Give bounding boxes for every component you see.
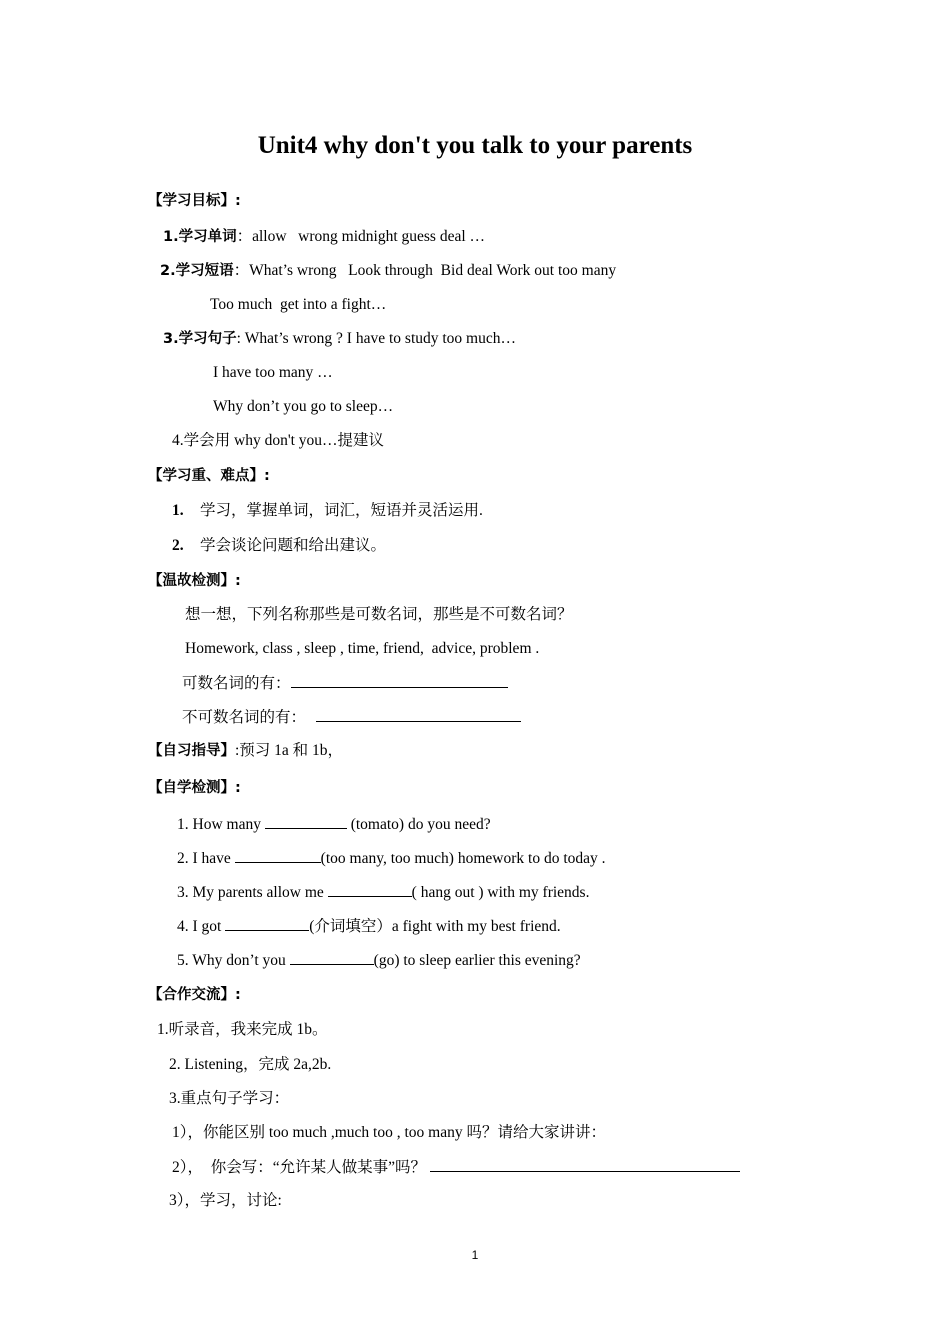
self-test-suffix: (too many, too much) homework to do today .: [320, 850, 606, 867]
self-test-suffix: (tomato) do you need?: [346, 816, 491, 833]
review-heading: 【温故检测】:: [148, 573, 241, 589]
uncountable-answer-blank[interactable]: [316, 707, 521, 722]
cooperation-item-2: 2. Listening，完成 2a,2b.: [169, 1056, 332, 1073]
cooperation-sub-2-text: 2）， 你会写：“允许某人做某事”吗？: [172, 1159, 430, 1176]
cooperation-sub-2: [172, 1157, 740, 1178]
self-test-prefix: 2. I have: [177, 850, 235, 867]
countable-answer-blank[interactable]: [291, 673, 508, 688]
self-test-item: [177, 848, 606, 869]
goals-sentence-2: I have too many …: [213, 364, 333, 381]
self-test-suffix: ( hang out ) with my friends.: [411, 884, 590, 901]
answer-blank[interactable]: [235, 848, 321, 863]
self-test-item: [177, 814, 491, 835]
goals-words-text: ：allow wrong midnight guess deal …: [236, 228, 486, 245]
key-point-item: [172, 501, 483, 521]
review-words: Homework, class , sleep , time, friend, advice, problem .: [185, 640, 540, 657]
uncountable-label: 不可数名词的有：: [182, 709, 307, 726]
answer-blank[interactable]: [430, 1157, 740, 1172]
goals-heading: 【学习目标】:: [148, 193, 241, 209]
guide-text: :预习 1a 和 1b，: [235, 742, 344, 759]
goals-sentences-label: 3.学习句子: [163, 331, 237, 347]
self-test-item: [177, 916, 561, 937]
goals-item-4: 4.学会用 why don't you…提建议: [172, 432, 385, 449]
key-point-number: 2.: [172, 537, 184, 554]
cooperation-sub-1: 1），你能区别 too much ,much too , too many 吗？请给大家讲讲：: [172, 1124, 606, 1141]
goals-phrases-label: 2.学习短语: [160, 263, 234, 279]
goals-sentences-text: : What’s wrong ? I have to study too much…: [236, 330, 516, 347]
page-title: Unit4 why don't you talk to your parents: [257, 132, 693, 159]
self-test-suffix: (go) to sleep earlier this evening?: [373, 952, 581, 969]
key-point-number: 1.: [172, 502, 184, 519]
guide-heading: 【自习指导】: [148, 743, 235, 759]
key-points-heading: 【学习重、难点】:: [148, 468, 270, 484]
self-test-item: [177, 950, 581, 971]
answer-blank[interactable]: [225, 916, 309, 931]
key-point-item: [172, 536, 386, 556]
self-test-suffix: (介词填空）a fight with my best friend.: [309, 918, 561, 935]
cooperation-item-3: 3.重点句子学习：: [169, 1090, 290, 1107]
review-countable: [182, 673, 508, 694]
key-point-text: 学会谈论问题和给出建议。: [200, 537, 387, 554]
key-point-text: 学习，掌握单词，词汇，短语并灵活运用.: [200, 502, 483, 519]
cooperation-sub-3: 3），学习，讨论:: [169, 1192, 282, 1209]
goals-sentences: [163, 329, 516, 349]
goals-phrases-text: ：What’s wrong Look through Bid deal Work out too many: [233, 262, 617, 279]
review-uncountable: [182, 707, 521, 728]
goals-phrases-cont: Too much get into a fight…: [210, 296, 387, 313]
countable-label: 可数名词的有：: [182, 675, 291, 692]
self-test-prefix: 1. How many: [177, 816, 265, 833]
self-test-prefix: 3. My parents allow me: [177, 884, 328, 901]
cooperation-heading: 【合作交流】:: [148, 987, 241, 1003]
page-number: 1: [471, 1248, 479, 1262]
goals-phrases: [160, 261, 616, 281]
guide-line: [148, 741, 343, 761]
goals-words-label: 1.学习单词: [163, 229, 237, 245]
self-test-item: [177, 882, 589, 903]
answer-blank[interactable]: [328, 882, 412, 897]
review-prompt: 想一想，下列名称那些是可数名词，那些是不可数名词？: [185, 606, 573, 623]
answer-blank[interactable]: [265, 814, 347, 829]
self-test-prefix: 4. I got: [177, 918, 226, 935]
self-test-heading: 【自学检测】:: [148, 780, 241, 796]
goals-sentence-3: Why don’t you go to sleep…: [213, 398, 394, 415]
cooperation-item-1: 1.听录音，我来完成 1b。: [157, 1021, 328, 1038]
answer-blank[interactable]: [290, 950, 374, 965]
goals-words: [163, 227, 485, 247]
self-test-prefix: 5. Why don’t you: [177, 952, 290, 969]
